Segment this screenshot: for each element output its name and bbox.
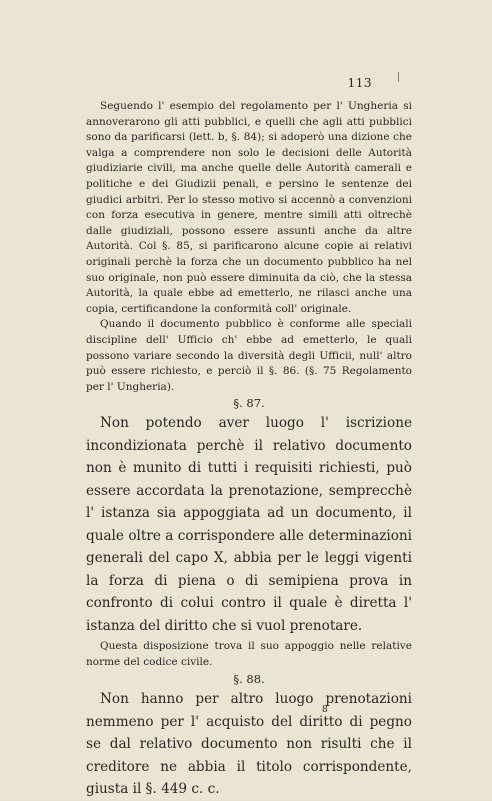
section-heading: §. 87.	[233, 396, 265, 411]
margin-mark	[398, 72, 399, 82]
article-text: Non potendo aver luogo l' iscrizione incondizionata perchè il relativo documento non è munito di tutti i requisiti richiesti, può essere accordata la prenotazione, semprecchè l' istanza sia appoggiata ad un documento, il quale oltre a corrispondere alle determinazioni generali del capo X, abbia per le leggi vigenti la forza di piena o di semipiena prova in confronto di colui contro il quale è diretta l' istanza del diritto che si vuol prenotare.	[86, 415, 412, 634]
page-text	[86, 99, 412, 801]
section-heading: §. 88.	[233, 672, 265, 687]
article-block	[86, 688, 412, 801]
article-note	[86, 639, 412, 670]
commentary-paragraph: Seguendo l' esempio del regolamento per l' Ungheria si annoverarono gli atti pubblici, e quelli che agli atti pubblici sono da parificarsi (lett. b, §. 84); si adoperò una dizione che valga a comprendere non solo le decisioni delle Autorità giudiziarie civili, ma anche quelle delle Autorità camerali e politiche e dei Giudizii penali, e persino le sentenze dei giudici arbitri. Per lo stesso motivo si accennò a convenzioni con forza esecutiva in genere, mentre simili atti oltrechè dalle giudiziali, possono essere assunti anche da altre Autorità. Col §. 85, si parificarono alcune copie ai relativi originali perchè la forza che un documento pubblico ha nel suo originale, non può essere diminuita da ciò, che la stessa Autorità, la quale ebbe ad emetterlo, ne rilasci anche una copia, certificandone la conformità coll' originale.	[86, 100, 412, 315]
signature-mark: 8	[322, 705, 328, 715]
article-text: Non hanno per altro luogo prenotazioni nemmeno per l' acquisto del diritto di pegno se dal relativo documento non risulti che il creditore ne abbia il titolo corrispondente, giusta il §. 449 c. c.	[86, 691, 412, 798]
note-text: Questa disposizione trova il suo appoggio nelle relative norme del codice civile.	[86, 640, 412, 668]
commentary-paragraph: Quando il documento pubblico è conforme alle speciali discipline dell' Ufficio ch' ebbe ad emetterlo, le quali possono variare secondo la diversità degli Ufficii, null' altro può essere richiesto, e perciò il §. 86. (§. 75 Regolamento per l' Ungheria).	[86, 318, 412, 393]
article-block	[86, 412, 412, 637]
commentary-block	[86, 99, 412, 395]
page-number: 113	[347, 76, 372, 90]
